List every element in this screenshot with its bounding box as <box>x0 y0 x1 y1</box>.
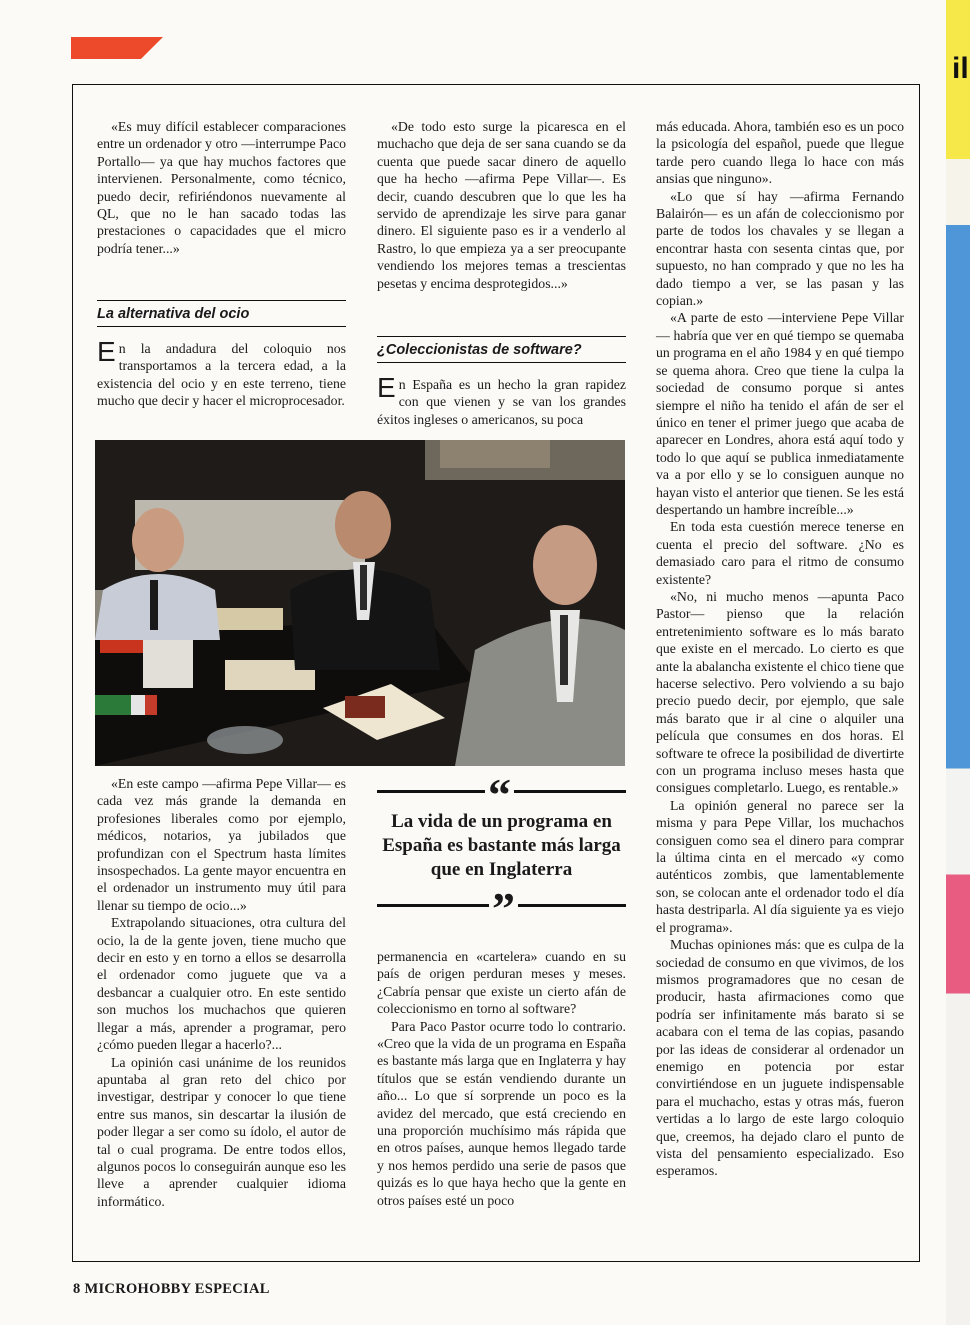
column-1-top <box>97 118 346 257</box>
paragraph: Muchas opiniones más: que es culpa de la sociedad de consumo en que vivimos, de los mismos programadores que no cesan de producir, hasta afirmaciones como que podría ser infinitamente más barato si se acabara con el tema de las copias, pasando por las ideas de considerar al ordenador un enemigo en potencia por estar convirtiéndose en un juguete indispensable para el muchacho, estas y otras más, fueron vertidas a lo largo de este largo coloquio que, creemos, ha dejado claro el punto de vista del pensamiento especializado. Eso esperamos. <box>656 937 904 1179</box>
paragraph: La opinión general no parece ser la misma y para Pepe Villar, los muchachos consiguen como sea el dinero para comprar la última cinta en el mercado «y como auténticos zombis, que lamentablemente son, se colocan ante el ordenador todo el día hasta destriparla. Al día siguiente ya es viejo el programa». <box>656 797 904 935</box>
next-page-edge <box>946 0 970 1325</box>
column-2-top <box>377 118 626 292</box>
heading-coleccionistas: ¿Coleccionistas de software? <box>377 336 626 363</box>
paragraph: Extrapolando situaciones, otra cultura del ocio, la de la gente joven, tiene mucho que decir en esto y en torno a ellos se desarrolla el ordenador como juguete que va a desbancar a cualquier otro. En este sentido son muchos los muchachos que quieren llegar a más, aprender a programar, pero ¿cómo pueden llegar a hacerlo?... <box>97 915 346 1053</box>
page-number: 8 <box>73 1281 81 1297</box>
paragraph: permanencia en «cartelera» cuando en su país de origen perduran meses y meses. ¿Cabría pensar que existe un cierto afán de coleccionismo en torno al software? <box>377 949 626 1017</box>
column-2-mid <box>377 372 626 428</box>
paragraph: «Es muy difícil establecer comparaciones entre un ordenador y otro —interrumpe Paco Portallo— ya que hay muchos factores que intervienen. Personalmente, como técnico, puedo decir, refiriéndonos nuevamente al QL, que no le han sacado todas las prestaciones o capacidades que el micro podría tener...» <box>97 119 346 256</box>
paragraph: «En este campo —afirma Pepe Villar— es cada vez más grande la demanda en profesiones liberales como por ejemplo, médicos, notarios, ya jubilados que profundizan con el Spectrum hasta límites insospechados. La gente mayor encuentra en el ordenador un instrumento muy útil para llenar su tiempo de ocio...» <box>97 776 346 913</box>
paragraph: La opinión casi unánime de los reunidos apuntaba al gran reto del chico por investigar, destripar y conocer lo que tiene entre sus manos, sin descartar la ilusión de poder llegar a ser como su ídolo, el autor de tal o cual programa. De entre todos ellos, algunos pocos lo conseguirán aunque eso les lleve a aprender cualquier idioma informático. <box>97 1054 346 1209</box>
column-1-mid <box>97 336 346 410</box>
colloquium-photo <box>95 440 625 766</box>
magazine-name: MICROHOBBY ESPECIAL <box>84 1281 270 1297</box>
column-1-bottom <box>97 775 346 1210</box>
column-2-bottom <box>377 948 626 1209</box>
paragraph: «De todo esto surge la picaresca en el muchacho que deja de ser sana cuando se da cuenta que puede sacar dinero de aquello que ha hecho —afirma Pepe Villar—. Es decir, cuando descubren que lo que les ha servido de aprendizaje les sirve para ganar dinero. El siguiente paso es ir a venderlo al Rastro, lo que empieza ya a ser preocupante vendiendo los mejores temas a trescientas pesetas y encima desprotegidos...» <box>377 119 626 291</box>
paragraph: En toda esta cuestión merece tenerse en cuenta el precio del software. ¿No es demasiado caro para el ritmo de consumo existente? <box>656 519 904 587</box>
paragraph: «No, ni mucho menos —apunta Paco Pastor— pienso que la relación entretenimiento software es lo más barato que existe en el mercado. Lo cierto es que ante la abalancha existente el chico tiene que hacerse selectivo. Pero volviendo a su bajo precio puedo decir, por ejemplo, que sale más barato que ir al cine o alquiler una película que consumes en dos horas. El software te ofrece la posibilidad de divertirte con un programa incluso meses hasta que consigues completarlo. Luego, es rentable.» <box>656 588 904 796</box>
open-quote-icon: “ <box>485 780 514 810</box>
pull-quote-text: La vida de un programa en España es bastante más larga que en Inglaterra <box>382 811 621 880</box>
column-3 <box>656 118 904 1180</box>
page-footer <box>73 1281 270 1298</box>
paragraph: «Lo que sí hay —afirma Fernando Balairón— es un afán de coleccionismo por parte de todos los chavales y se llegan a encontrar hasta con sesenta cintas que, por supuesto, no han comprado y que no les ha dado tiempo a ver, se las pasan y las copian.» <box>656 188 904 309</box>
paragraph: En España es un hecho la gran rapidez con que vienen y se van los grandes éxitos ingleses o americanos, su poca <box>377 372 626 427</box>
section-tab-stripe <box>71 37 163 59</box>
pull-quote <box>377 769 626 934</box>
paragraph: «A parte de esto —interviene Pepe Villar— habría que ver en qué tiempo se quemaba un programa en el año 1984 y en qué tiempo se quema ahora. Creo que tiene la culpa la sociedad de consumo porque si antes siempre el niño ha tenido el afán de ser el único en tener el primer juego que acaba de aparecer en Londres, ahora está aquí todo y todo lo que aquí se publica inmediatamente va a por ello y se lo consiguen aunque no hayan visto el anterior que tienen. Se les está despertando un hambre increíble...» <box>656 310 904 517</box>
paragraph: Para Paco Pastor ocurre todo lo contrario. «Creo que la vida de un programa en España es bastante más larga que en Inglaterra y hay títulos que se están vendiendo durante un año... Lo que sí sorprende un poco es la avidez del mercado, que está creciendo en una proporción muchísimo más rápida que en otros países, aunque hemos llegado tarde y nos hemos perdido una serie de pasos que quizás es lo que haya hecho que la gente en otros países esté un poco <box>377 1018 626 1208</box>
close-quote-icon: ” <box>489 894 518 924</box>
paragraph: más educada. Ahora, también eso es un poco la psicología del español, puede que llegue tarde pero cuando llega lo hace con más ansias que ninguno». <box>656 119 904 187</box>
paragraph: En la andadura del coloquio nos transportamos a la tercera edad, a la existencia del ocio y en este terreno, tiene mucho que decir y hacer el microprocesador. <box>97 336 346 409</box>
next-page-cut-text: il <box>952 52 969 85</box>
heading-ocio: La alternativa del ocio <box>97 300 346 327</box>
